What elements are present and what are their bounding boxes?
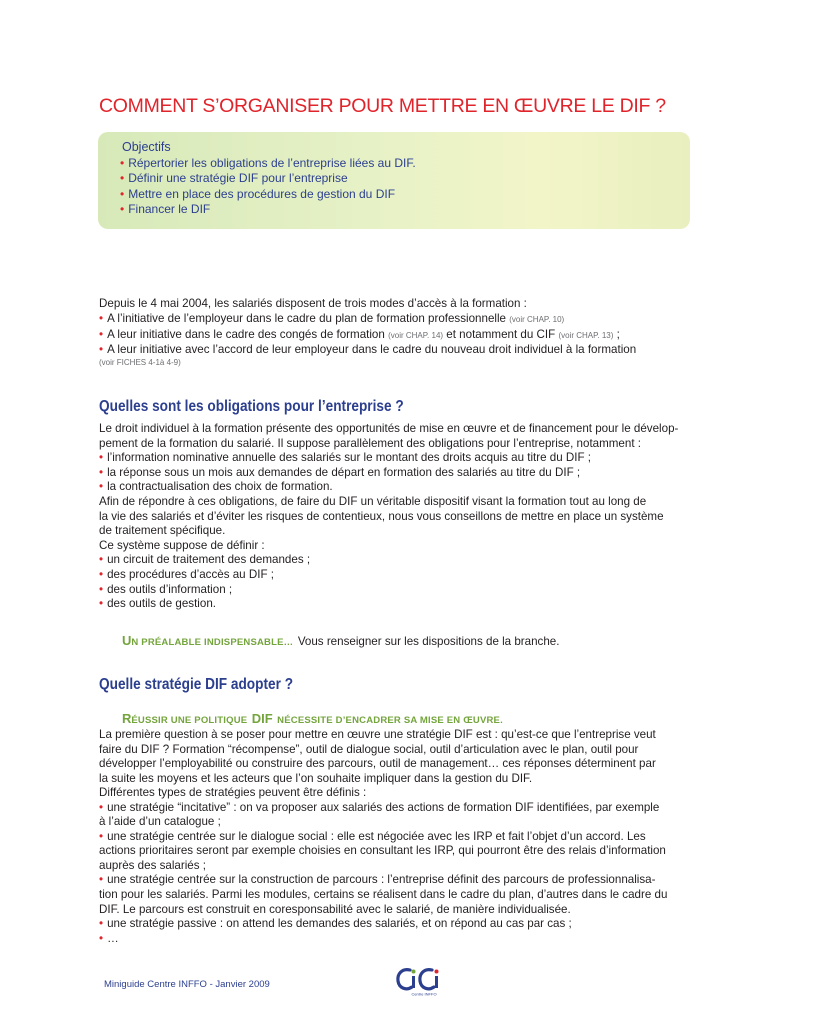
- obligations-block: Le droit individuel à la formation présente des opportunités de mise en œuvre et de financement pour le dévelop- pement de la formation du salarié. Il suppose parallèlement des obligations pour l’entreprise, notamment : • l’information nominative annuelle des salariés sur le montant des droits acquis au titre du DIF ; • la réponse sous un mois aux demandes de départ en formation des salariés au titre du DIF ; • la contractualisation des choix de formation. Afin de répondre à ces obligations, de faire du DIF un véritable dispositif visant la formation tout au long de la vie des salariés et d’éviter les risques de contentieux, nous vous conseillons de mettre en place un système de traitement spécifique. Ce système suppose de définir : • un circuit de traitement des demandes ; • des procédures d’accès au DIF ; • des outils d’information ; • des outils de gestion.: [99, 422, 689, 612]
- list-item: • des outils d’information ;: [99, 582, 233, 596]
- bullet-icon: •: [99, 553, 104, 567]
- callout-prerequisite: UN PRÉALABLE INDISPENSABLE… Vous renseigner sur les dispositions de la branche.: [122, 633, 560, 648]
- list-item: • l’information nominative annuelle des salariés sur le montant des droits acquis au titre du DIF ;: [99, 451, 592, 465]
- page-title: COMMENT S’ORGANISER POUR METTRE EN ŒUVRE LE DIF ?: [99, 95, 666, 117]
- list-item: • une stratégie centrée sur la construction de parcours : l’entreprise définit des parcours de professionnalisa-: [99, 873, 656, 887]
- list-item: • une stratégie passive : on attend les demandes des salariés, et on répond au cas par cas ;: [99, 917, 572, 931]
- bullet-icon: •: [99, 451, 104, 465]
- list-item: • Définir une stratégie DIF pour l’entreprise: [120, 171, 348, 186]
- list-item: • des procédures d’accès au DIF ;: [99, 567, 274, 581]
- strategy-block: La première question à se poser pour mettre en œuvre une stratégie DIF est : qu’est-ce que l’entreprise veut faire du DIF ? Formation “récompense”, outil de dialogue social, outil d’articulation avec le plan, outil pour développer l’employabilité ou construire des parcours, outil de management… ces réponses déterminent par la suite les moyens et les acteurs que l’on souhaite impliquer dans la gestion du DIF. Différentes types de stratégies peuvent être définis : • une stratégie “incitative” : on va proposer aux salariés des actions de formation DIF identifiées, par exemple à l’aide d’un catalogue ; • une stratégie centrée sur le dialogue social : elle est négociée avec les IRP et fait l’objet d’un accord. Les actions prioritaires seront par exemple choisies en consultant les IRP, qui pourront être des relais d’information auprès des salariés ; • une stratégie centrée sur la construction de parcours : l’entreprise définit des parcours de professionnalisa- tion pour les salariés. Parmi les modules, certains se réalisent dans le cadre du plan, d’autres dans le cadre du DIF. Le parcours est construit en coresponsabilité avec le salarié, de manière individualisée. • une stratégie passive : on attend les demandes des salariés, et on répond au cas par cas ; • …: [99, 728, 689, 946]
- footer-text: Miniguide Centre INFFO - Janvier 2009: [104, 979, 270, 990]
- objectives-heading: Objectifs: [122, 140, 171, 154]
- bullet-icon: •: [120, 202, 125, 217]
- centre-inffo-logo-icon: [394, 964, 454, 998]
- bullet-icon: •: [99, 800, 104, 814]
- callout-strategy: RÉUSSIR UNE POLITIQUE DIF NÉCESSITE D’ENCADRER SA MISE EN ŒUVRE.: [122, 711, 503, 726]
- list-item: • Répertorier les obligations de l’entreprise liées au DIF.: [120, 156, 416, 170]
- bullet-icon: •: [99, 465, 104, 479]
- bullet-icon: •: [99, 597, 104, 611]
- bullet-icon: •: [99, 873, 104, 887]
- bullet-icon: •: [99, 343, 104, 357]
- bullet-icon: •: [99, 931, 104, 945]
- bullet-icon: •: [120, 156, 125, 170]
- bullet-icon: •: [99, 829, 104, 843]
- list-item: • …: [99, 931, 119, 945]
- bullet-icon: •: [99, 480, 104, 494]
- list-item: • un circuit de traitement des demandes ;: [99, 553, 311, 567]
- intro-block: [99, 297, 689, 368]
- intro-ref: (voir FICHES 4-1à 4-9): [99, 358, 181, 368]
- list-item: • une stratégie centrée sur le dialogue social : elle est négociée avec les IRP et fait l’objet d’un accord. Les: [99, 829, 646, 843]
- bullet-icon: •: [99, 567, 104, 581]
- list-item: • une stratégie “incitative” : on va proposer aux salariés des actions de formation DIF identifiées, par exemple: [99, 800, 660, 814]
- list-item: • la réponse sous un mois aux demandes de départ en formation des salariés au titre du DIF ;: [99, 465, 581, 479]
- bullet-icon: •: [120, 171, 125, 186]
- bullet-icon: •: [99, 311, 104, 325]
- list-item: • A l’initiative de l’employeur dans le cadre du plan de formation professionnelle (voir CHAP. 10): [99, 311, 565, 325]
- section-heading-obligations: Quelles sont les obligations pour l’entreprise ?: [99, 398, 404, 415]
- intro-lead: Depuis le 4 mai 2004, les salariés disposent de trois modes d’accès à la formation :: [99, 297, 527, 310]
- list-item: • Financer le DIF: [120, 202, 211, 217]
- section-heading-strategy: Quelle stratégie DIF adopter ?: [99, 676, 294, 693]
- logo-tagline: Centre INFFO: [411, 991, 437, 997]
- bullet-icon: •: [99, 327, 104, 341]
- list-item: • Mettre en place des procédures de gestion du DIF: [120, 186, 396, 201]
- bullet-icon: •: [120, 186, 125, 201]
- list-item: • des outils de gestion.: [99, 597, 216, 611]
- objectives-list: [120, 156, 416, 218]
- list-item: • A leur initiative avec l’accord de leur employeur dans le cadre du nouveau droit individuel à la formation: [99, 343, 637, 357]
- list-item: • la contractualisation des choix de formation.: [99, 480, 333, 494]
- bullet-icon: •: [99, 917, 104, 931]
- bullet-icon: •: [99, 582, 104, 596]
- list-item: • A leur initiative dans le cadre des congés de formation (voir CHAP. 14) et notamment du CIF (voir CHAP. 13) ;: [99, 327, 620, 341]
